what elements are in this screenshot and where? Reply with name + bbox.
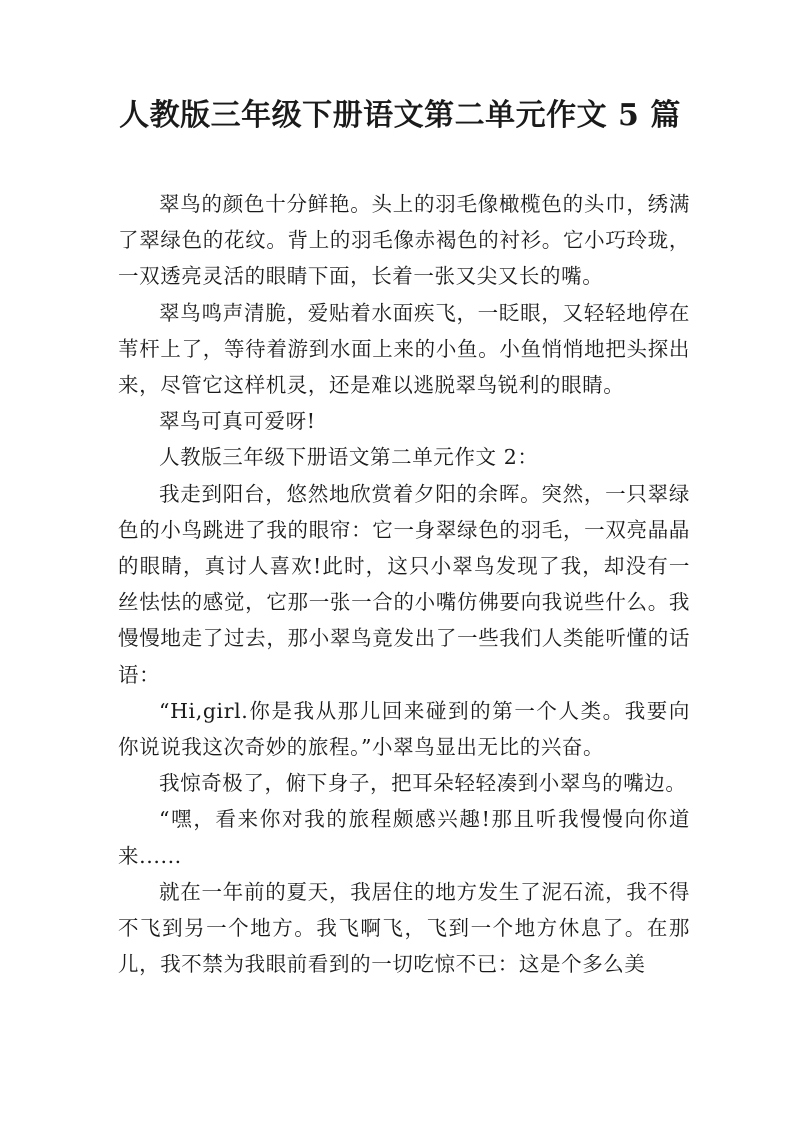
paragraph: 我走到阳台，悠然地欣赏着夕阳的余晖。突然，一只翠绿色的小鸟跳进了我的眼帘：它一身翠绿色的羽毛，一双亮晶晶的眼睛，真讨人喜欢!此时，这只小翠鸟发现了我，却没有一丝怯怯的感觉，它那一张一合的小嘴仿佛要向我说些什么。我慢慢地走了过去，那小翠鸟竟发出了一些我们人类能听懂的话语： (118, 481, 690, 687)
paragraph: 翠鸟鸣声清脆，爱贴着水面疾飞，一眨眼，又轻轻地停在苇杆上了，等待着游到水面上来的小鱼。小鱼悄悄地把头探出来，尽管它这样机灵，还是难以逃脱翠鸟锐利的眼睛。 (118, 300, 690, 398)
paragraph: 我惊奇极了，俯下身子，把耳朵轻轻凑到小翠鸟的嘴边。 (159, 771, 687, 796)
paragraph: “嘿，看来你对我的旅程颇感兴趣!那且听我慢慢向你道来...... (118, 807, 690, 868)
paragraph: 翠鸟的颜色十分鲜艳。头上的羽毛像橄榄色的头巾，绣满了翠绿色的花纹。背上的羽毛像赤褐色的衬衫。它小巧玲珑，一双透亮灵活的眼睛下面，长着一张又尖又长的嘴。 (118, 192, 690, 289)
paragraph: 翠鸟可真可爱呀! (159, 409, 316, 434)
document-title: 人教版三年级下册语文第二单元作文 5 篇 (119, 98, 681, 133)
document-body (118, 186, 690, 982)
section-heading: 人教版三年级下册语文第二单元作文 2： (159, 445, 539, 470)
paragraph: “Hi,girl.你是我从那儿回来碰到的第一个人类。我要向你说说我这次奇妙的旅程。”小翠鸟显出无比的兴奋。 (118, 698, 690, 760)
paragraph: 就在一年前的夏天，我居住的地方发生了泥石流，我不得不飞到另一个地方。我飞啊飞，飞到一个地方休息了。在那儿，我不禁为我眼前看到的一切吃惊不已：这是个多么美 (118, 879, 690, 977)
